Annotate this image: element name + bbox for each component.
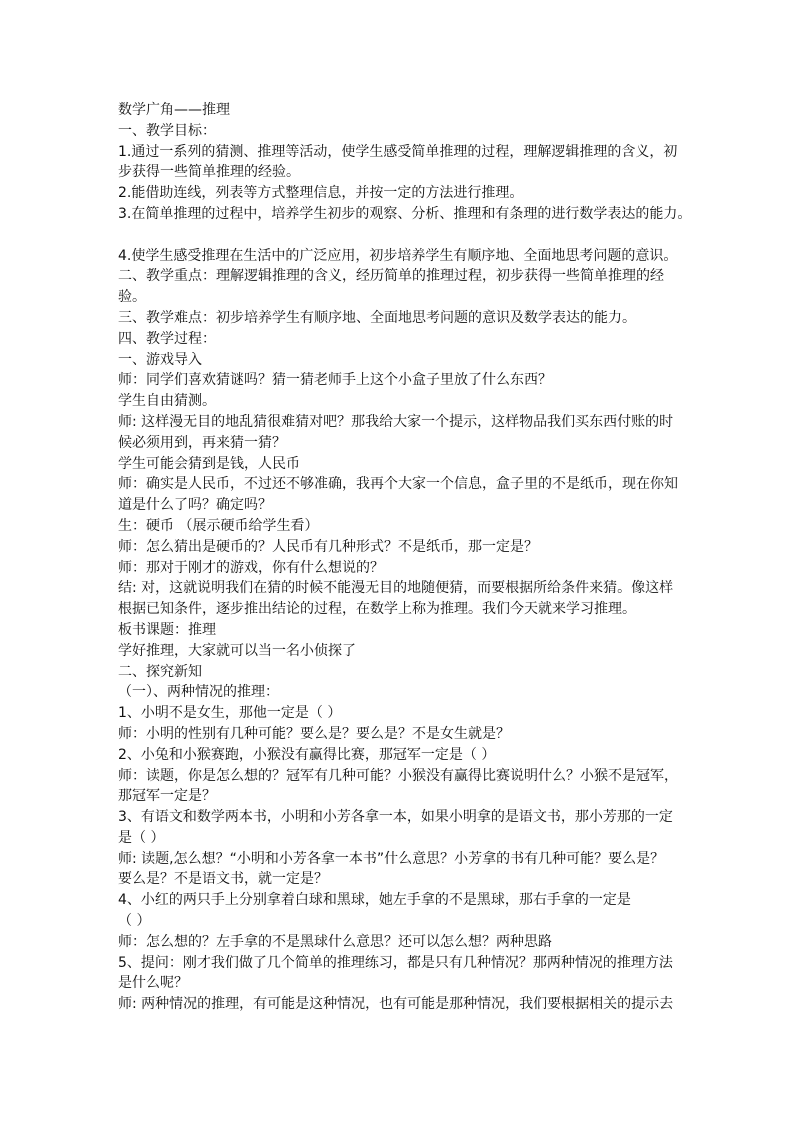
document-page — [118, 100, 692, 1015]
text-line: （ ） — [118, 913, 151, 930]
text-line: 1、小明不是女生，那他一定是（ ） — [118, 705, 342, 722]
text-line: 学好推理，大家就可以当一名小侦探了 — [118, 642, 356, 659]
text-line: 师：怎么猜出是硬币的？人民币有几种形式？不是纸币，那一定是？ — [118, 538, 538, 555]
text-line: 学生可能会猜到是钱，人民币 — [118, 455, 300, 472]
text-line: 5、提问：刚才我们做了几个简单的推理练习，都是只有几种情况？那两种情况的推理方法 — [118, 954, 673, 971]
text-line: 板书课题：推理 — [118, 621, 216, 638]
document-body — [118, 121, 692, 1015]
text-line: 4、小红的两只手上分别拿着白球和黑球，她左手拿的不是黑球，那右手拿的一定是 — [118, 892, 631, 909]
text-line: 2、小兔和小猴赛跑，小猴没有赢得比赛，那冠军一定是（ ） — [118, 746, 496, 763]
text-line: 3、有语文和数学两本书，小明和小芳各拿一本，如果小明拿的是语文书，那小芳那的一定 — [118, 809, 673, 826]
text-line: （一）、两种情况的推理： — [118, 684, 279, 701]
text-line: 师：同学们喜欢猜谜吗？猜一猜老师手上这个小盒子里放了什么东西？ — [118, 372, 552, 389]
text-line: 三、教学难点：初步培养学生有顺序地、全面地思考问题的意识及数学表达的能力。 — [118, 309, 636, 326]
text-line: 道是什么了吗？确定吗？ — [118, 497, 272, 514]
text-line: 师：确实是人民币，不过还不够准确，我再个大家一个信息，盒子里的不是纸币，现在你知 — [118, 476, 678, 493]
text-line: 师：那对于刚才的游戏，你有什么想说的？ — [118, 559, 384, 576]
text-line: 步获得一些简单推理的经验。 — [118, 164, 300, 181]
text-line: 3.在简单推理的过程中，培养学生初步的观察、分析、推理和有条理的进行数学表达的能力。 — [118, 205, 692, 222]
text-line: 一、教学目标： — [118, 122, 216, 139]
text-line: 师: 两种情况的推理，有可能是这种情况，也有可能是那种情况，我们要根据相关的提示去 — [118, 996, 674, 1013]
text-line: 二、教学重点：理解逻辑推理的含义，经历简单的推理过程，初步获得一些简单推理的经 — [118, 268, 664, 285]
text-line: 生：硬币 （展示硬币给学生看） — [118, 517, 319, 534]
text-line: 2.能借助连线，列表等方式整理信息，并按一定的方法进行推理。 — [118, 185, 524, 202]
text-line: 一、游戏导入 — [118, 351, 202, 368]
text-line: 验。 — [118, 289, 146, 306]
text-line: 师：小明的性别有几种可能？要么是？要么是？不是女生就是？ — [118, 725, 510, 742]
text-line: 4.使学生感受推理在生活中的广泛应用，初步培养学生有顺序地、全面地思考问题的意识。 — [118, 247, 678, 264]
text-line: 候必须用到，再来猜一猜？ — [118, 434, 286, 451]
text-line: 师：读题，你是怎么想的？冠军有几种可能？小猴没有赢得比赛说明什么？小猴不是冠军， — [118, 767, 678, 784]
text-line: 1.通过一系列的猜测、推理等活动，使学生感受简单推理的过程，理解逻辑推理的含义，初 — [118, 143, 678, 160]
text-line: 学生自由猜测。 — [118, 393, 216, 410]
text-line: 根据已知条件，逐步推出结论的过程，在数学上称为推理。我们今天就来学习推理。 — [118, 601, 636, 618]
text-line: 结: 对，这就说明我们在猜的时候不能漫无目的地随便猜，而要根据所给条件来猜。像这样 — [118, 580, 674, 597]
text-line: 要么是？不是语文书，就一定是？ — [118, 871, 328, 888]
text-line: 师: 这样漫无目的地乱猜很难猜对吧？那我给大家一个提示，这样物品我们买东西付账的时 — [118, 413, 674, 430]
document-title: 数学广角——推理 — [118, 102, 230, 118]
text-line: 二、探究新知 — [118, 663, 202, 680]
text-line: 那冠军一定是？ — [118, 788, 216, 805]
text-line: 是什么呢？ — [118, 975, 188, 992]
text-line: 是（ ） — [118, 829, 165, 846]
text-line: 四、教学过程： — [118, 330, 216, 347]
text-line — [118, 225, 678, 246]
text-line: 师: 读题,怎么想？“小明和小芳各拿一本书”什么意思？小芳拿的书有几种可能？要么是？ — [118, 850, 665, 867]
text-line: 师：怎么想的？左手拿的不是黑球什么意思？还可以怎么想？两种思路 — [118, 933, 552, 950]
